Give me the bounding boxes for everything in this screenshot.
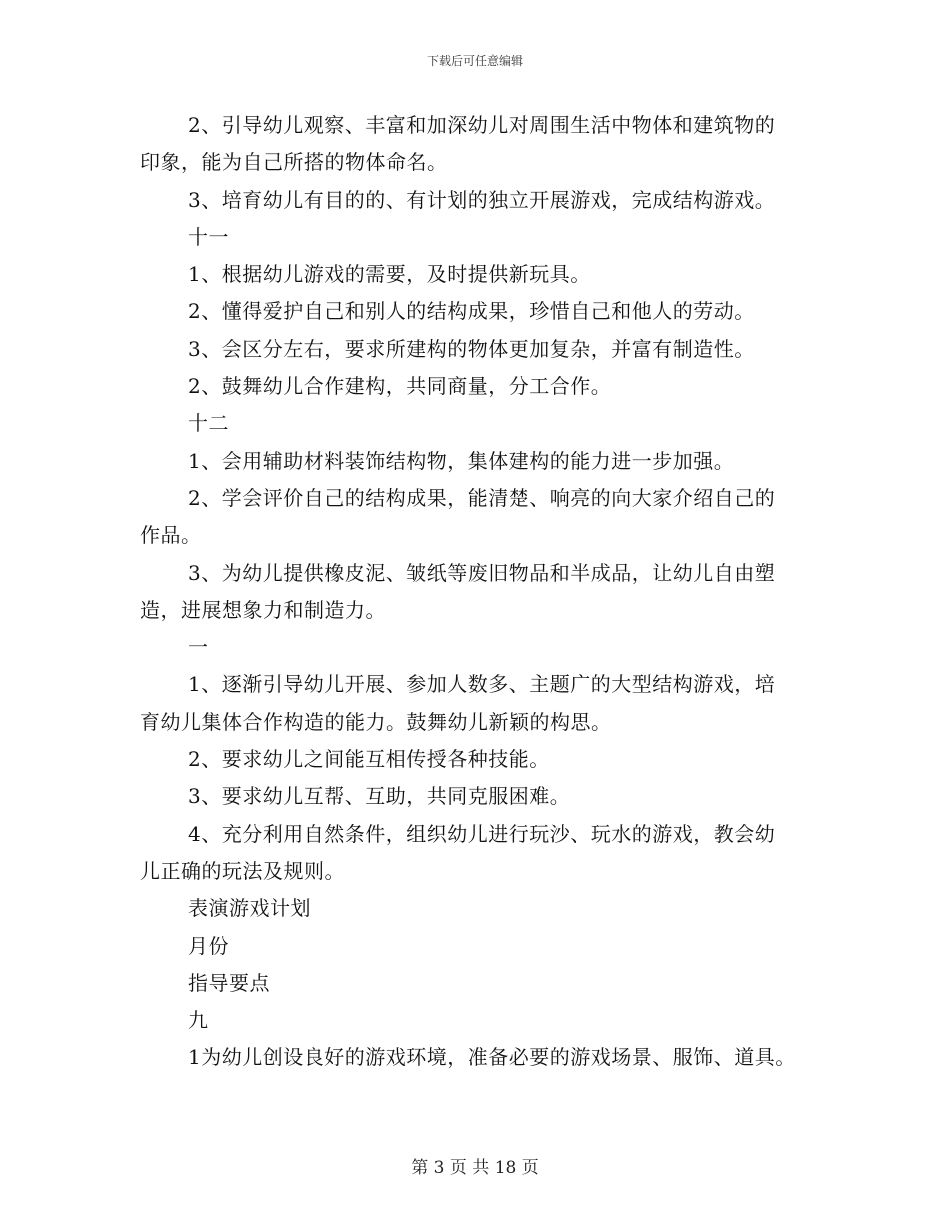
text-line: 1、会用辅助材料装饰结构物，集体建构的能力进一步加强。 [188, 448, 735, 473]
text-line: 2、鼓舞幼儿合作建构，共同商量，分工合作。 [188, 374, 612, 399]
text-line: 2、要求幼儿之间能互相传授各种技能。 [188, 747, 550, 772]
text-line: 一 [188, 635, 209, 660]
text-line: 十二 [188, 411, 229, 436]
text-line: 造，进展想象力和制造力。 [140, 597, 386, 622]
text-line: 月份 [188, 933, 229, 958]
text-line: 4、充分利用自然条件，组织幼儿进行玩沙、玩水的游戏，教会幼 [188, 821, 776, 846]
text-line: 作品。 [140, 523, 202, 548]
text-line: 1为幼儿创设良好的游戏环境，准备必要的游戏场景、服饰、道具。 [188, 1045, 796, 1070]
text-line: 九 [188, 1008, 209, 1033]
text-line: 指导要点 [188, 970, 270, 995]
document-body [140, 107, 840, 1077]
text-line: 2、懂得爱护自己和别人的结构成果，珍惜自己和他人的劳动。 [188, 299, 755, 324]
text-line: 2、学会评价自己的结构成果，能清楚、响亮的向大家介绍自己的 [188, 485, 776, 510]
text-line: 儿正确的玩法及规则。 [140, 858, 345, 883]
page-header: 下载后可任意编辑 [426, 54, 523, 68]
text-line: 1、逐渐引导幼儿开展、参加人数多、主题广的大型结构游戏，培 [188, 672, 776, 697]
text-line: 3、会区分左右，要求所建构的物体更加复杂，并富有制造性。 [188, 336, 755, 361]
text-line: 3、为幼儿提供橡皮泥、皱纸等废旧物品和半成品，让幼儿自由塑 [188, 560, 776, 585]
text-line: 十一 [188, 224, 229, 249]
text-line: 3、培育幼儿有目的的、有计划的独立开展游戏，完成结构游戏。 [188, 187, 776, 212]
text-line: 2、引导幼儿观察、丰富和加深幼儿对周围生活中物体和建筑物的 [188, 113, 776, 137]
page-footer: 第 3 页 共 18 页 [411, 1158, 539, 1178]
text-line: 1、根据幼儿游戏的需要，及时提供新玩具。 [188, 262, 591, 287]
text-line: 育幼儿集体合作构造的能力。鼓舞幼儿新颖的构思。 [140, 709, 612, 734]
text-line: 3、要求幼儿互帮、互助，共同克服困难。 [188, 784, 571, 809]
text-line: 表演游戏计划 [188, 896, 311, 921]
text-line: 印象，能为自己所搭的物体命名。 [140, 150, 448, 175]
